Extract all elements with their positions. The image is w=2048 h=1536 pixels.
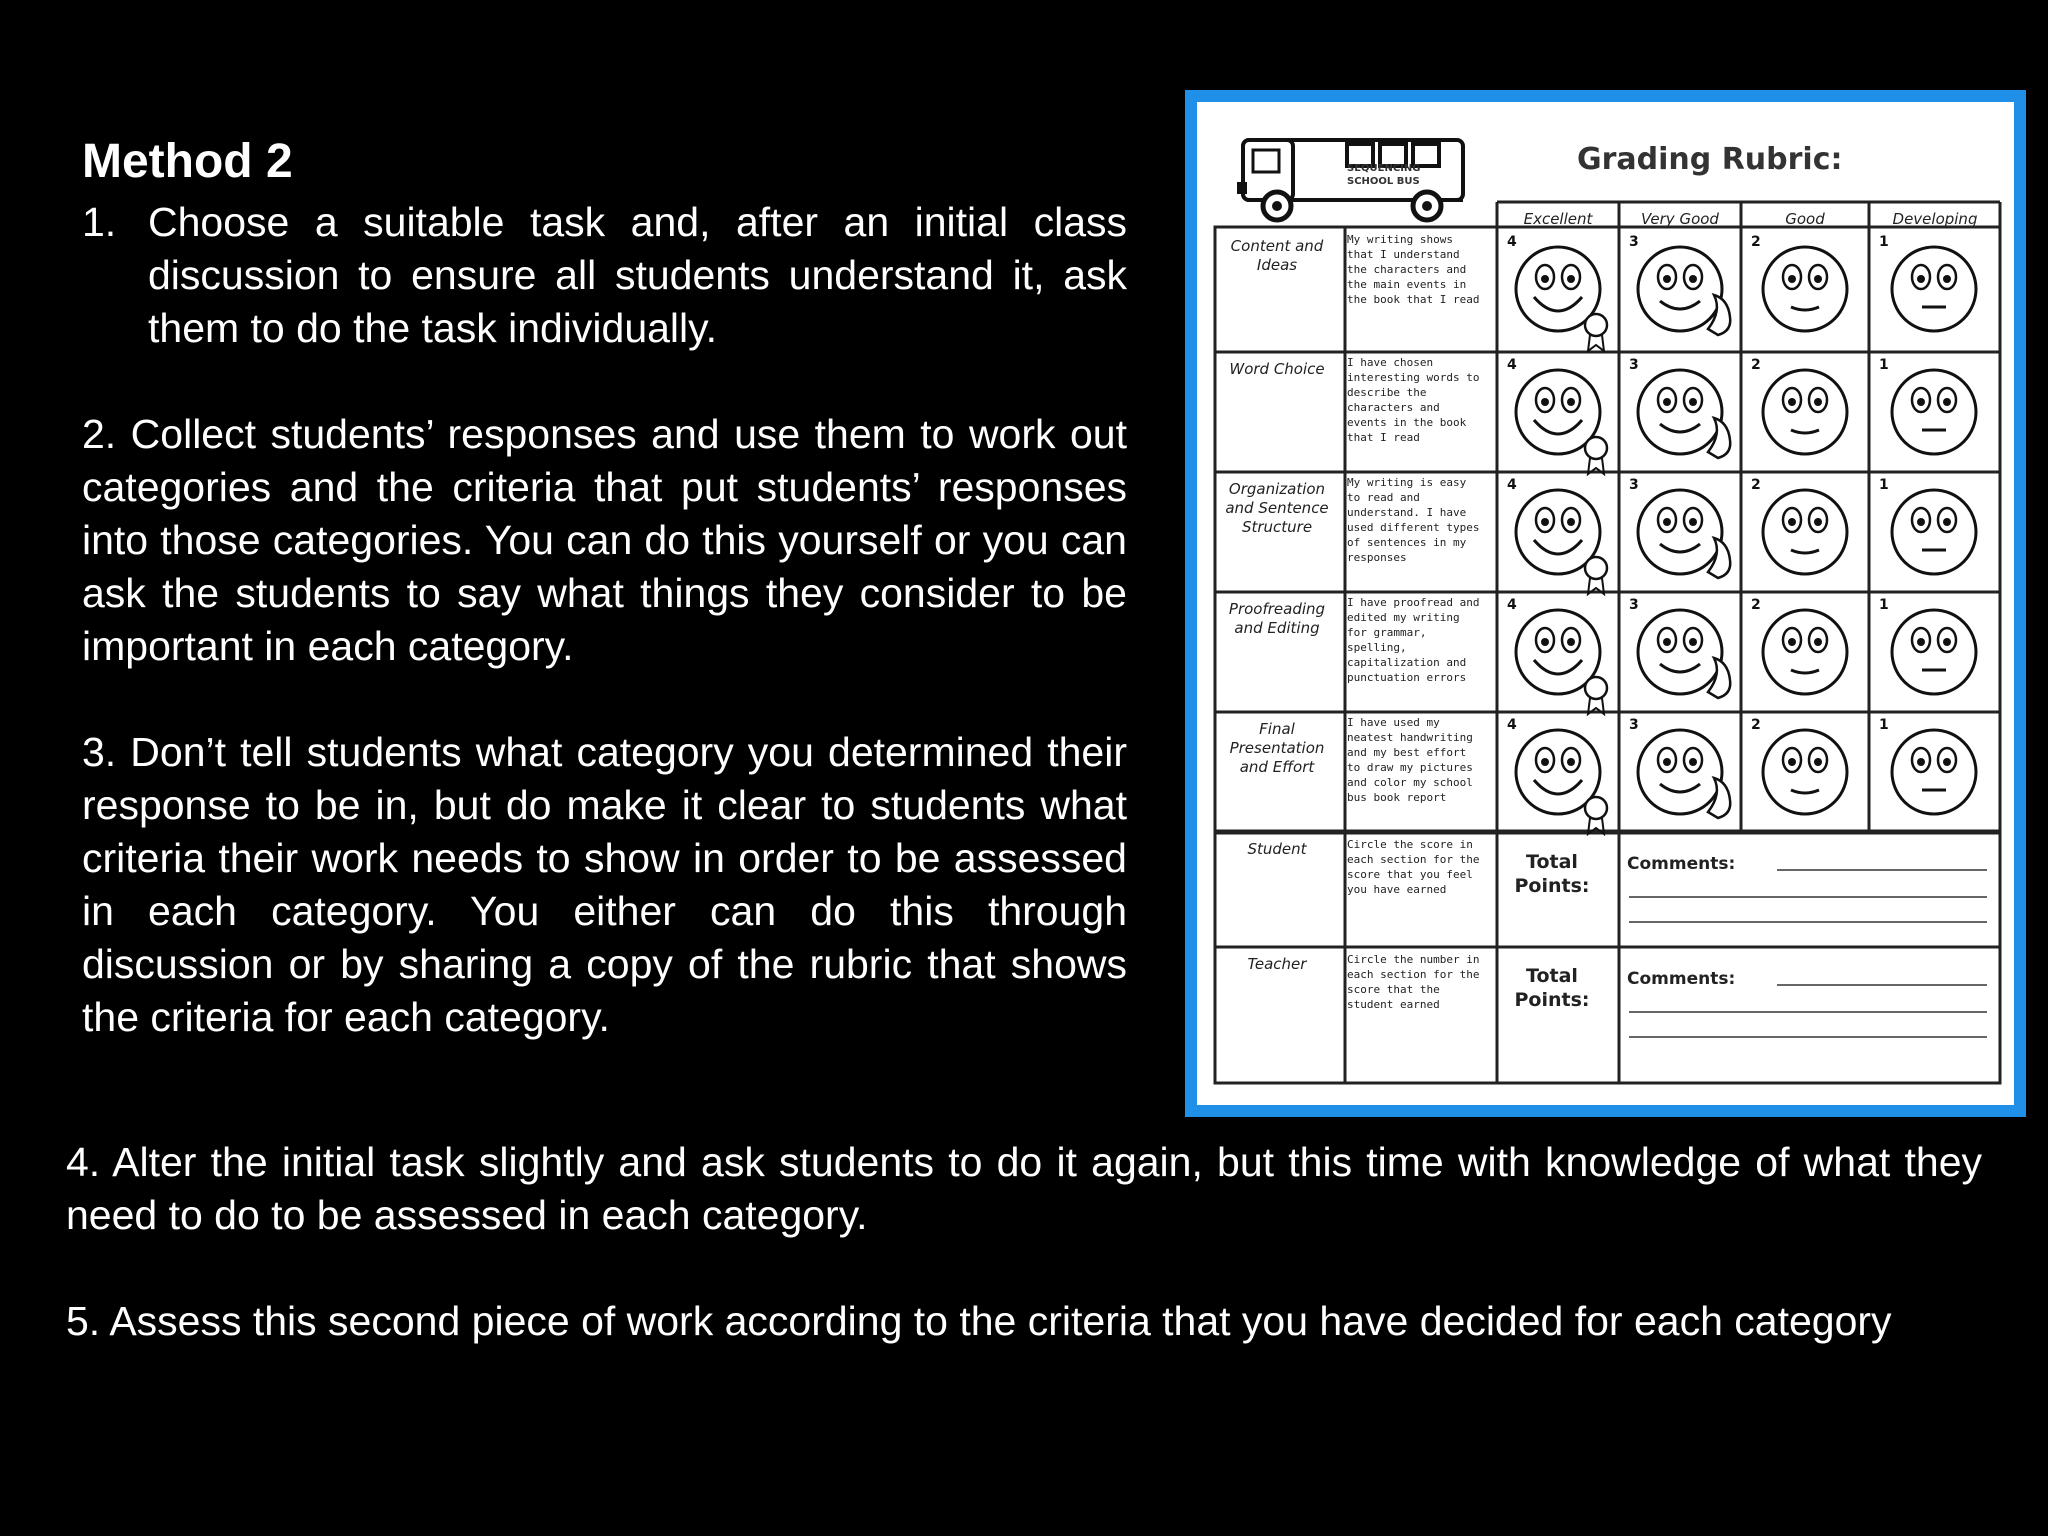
- score-number: 2: [1751, 234, 1761, 250]
- row-label-teacher: Teacher: [1247, 955, 1307, 973]
- score-number: 2: [1751, 477, 1761, 493]
- teacher-total-points: Total Points:: [1514, 965, 1590, 1011]
- score-number: 3: [1629, 597, 1639, 613]
- score-number: 4: [1507, 357, 1517, 373]
- smiley-face-icon: [1892, 610, 1976, 694]
- step-5: 5. Assess this second piece of work according to the criteria that you have decided for each category: [66, 1298, 1892, 1344]
- student-total-points: Total Points:: [1514, 851, 1590, 897]
- score-number: 1: [1879, 357, 1889, 373]
- smiley-face-icon: [1516, 490, 1607, 594]
- smiley-face-icon: [1892, 730, 1976, 814]
- smiley-face-icon: [1638, 370, 1730, 458]
- smiley-face-icon: [1638, 610, 1730, 698]
- row-label-organization: Organization and Sentence Structure: [1225, 480, 1329, 536]
- row-label-proofreading: Proofreading and Editing: [1228, 600, 1326, 637]
- rubric-heading: Grading Rubric:: [1577, 142, 1843, 177]
- grading-rubric-image: [1185, 90, 2026, 1117]
- step-1-text: Choose a suitable task and, after an initial class discussion to ensure all students understand it, ask them to do the task individually.: [148, 199, 1127, 351]
- row-label-student: Student: [1247, 840, 1307, 858]
- score-number: 4: [1507, 234, 1517, 250]
- score-number: 2: [1751, 717, 1761, 733]
- smiley-face-icon: [1892, 370, 1976, 454]
- smiley-face-icon: [1638, 247, 1730, 335]
- row-desc-final: I have used my neatest handwriting and my best effort to draw my pictures and color my school bus book report: [1347, 716, 1473, 804]
- step-4: 4. Alter the initial task slightly and ask students to do it again, but this time with knowledge of what they need to do to be assessed in each category.: [66, 1139, 1982, 1238]
- row-desc-proofreading: I have proofread and edited my writing for grammar, spelling, capitalization and punctuation errors: [1347, 596, 1480, 684]
- step-1: [82, 196, 1127, 355]
- method-steps: [82, 196, 1127, 1044]
- smiley-face-icon: [1763, 730, 1847, 814]
- col-developing: Developing: [1892, 210, 1978, 228]
- row-label-final: Final Presentation and Effort: [1229, 720, 1325, 776]
- teacher-comments-label: Comments:: [1627, 969, 1736, 989]
- score-number: 3: [1629, 234, 1639, 250]
- col-very-good: Very Good: [1641, 210, 1719, 228]
- smiley-face-icon: [1892, 490, 1976, 574]
- row-desc-student: Circle the score in each section for the score that you feel you have earned: [1347, 838, 1480, 896]
- col-good: Good: [1785, 210, 1825, 228]
- smiley-face-icon: [1763, 610, 1847, 694]
- smiley-face-icon: [1892, 247, 1976, 331]
- step-1-number: 1.: [82, 199, 117, 245]
- score-number: 4: [1507, 597, 1517, 613]
- method-steps-bottom: [66, 1136, 1982, 1348]
- student-comments-label: Comments:: [1627, 854, 1736, 874]
- score-number: 3: [1629, 477, 1639, 493]
- smiley-face-icon: [1638, 490, 1730, 578]
- score-number: 1: [1879, 477, 1889, 493]
- smiley-face-icon: [1763, 370, 1847, 454]
- rubric-paper: [1197, 102, 2014, 1105]
- row-label-word-choice: Word Choice: [1229, 360, 1325, 378]
- row-desc-teacher: Circle the number in each section for the score that the student earned: [1347, 953, 1480, 1011]
- score-number: 3: [1629, 717, 1639, 733]
- smiley-face-icon: [1516, 610, 1607, 714]
- smiley-face-icon: [1763, 247, 1847, 331]
- smiley-face-icon: [1516, 370, 1607, 474]
- smiley-face-icon: [1516, 247, 1607, 351]
- smiley-face-icon: [1638, 730, 1730, 818]
- smiley-face-icon: [1763, 490, 1847, 574]
- score-number: 4: [1507, 717, 1517, 733]
- score-number: 4: [1507, 477, 1517, 493]
- step-2: 2. Collect students’ responses and use them to work out categories and the criteria that put students’ responses into those categories. You can do this yourself or you can ask the students to say what things they consider to be important in each category.: [82, 411, 1127, 669]
- score-number: 1: [1879, 717, 1889, 733]
- score-number: 1: [1879, 597, 1889, 613]
- row-desc-organization: My writing is easy to read and understand. I have used different types of sentences in my responses: [1347, 476, 1480, 564]
- row-desc-word-choice: I have chosen interesting words to describe the characters and events in the book that I read: [1347, 356, 1480, 444]
- smiley-face-icon: [1516, 730, 1607, 834]
- row-label-content: Content and Ideas: [1230, 237, 1324, 274]
- col-excellent: Excellent: [1523, 210, 1593, 228]
- row-desc-content: My writing shows that I understand the characters and the main events in the book that I read: [1347, 233, 1480, 306]
- step-3: 3. Don’t tell students what category you determined their response to be in, but do make it clear to students what criteria their work needs to show in order to be assessed in each category. You either can do this through discussion or by sharing a copy of the rubric that shows the criteria for each category.: [82, 729, 1127, 1040]
- score-number: 1: [1879, 234, 1889, 250]
- score-number: 3: [1629, 357, 1639, 373]
- score-number: 2: [1751, 357, 1761, 373]
- bus-label: SEQUENCING SCHOOL BUS: [1347, 163, 1421, 187]
- smiley-faces: [1516, 247, 1976, 834]
- slide-title: Method 2: [82, 135, 293, 188]
- score-number: 2: [1751, 597, 1761, 613]
